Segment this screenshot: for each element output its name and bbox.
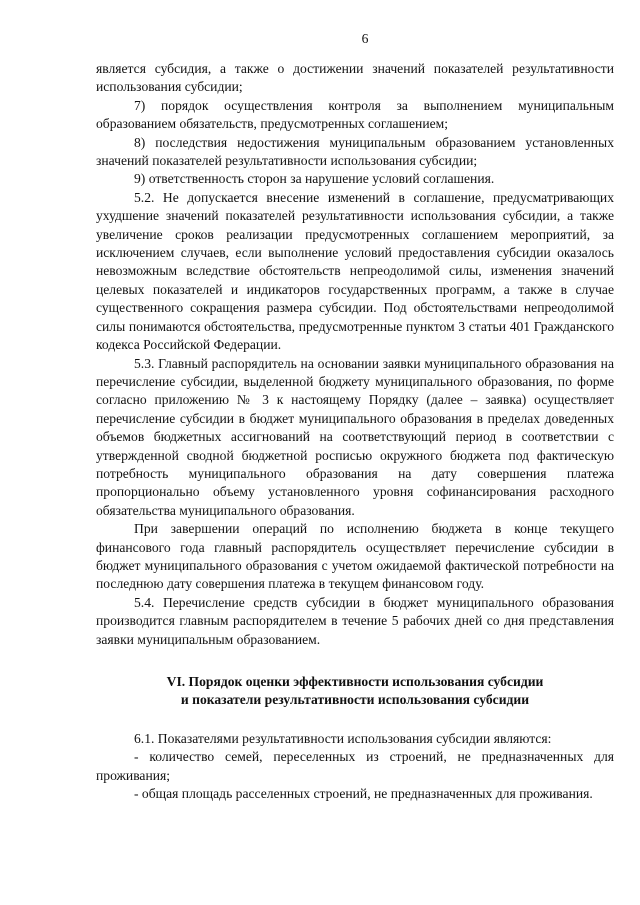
section-heading-line-2: и показатели результативности использования субсидии xyxy=(180,692,530,708)
document-page xyxy=(96,30,614,803)
paragraph-contract-result-indicators: является субсидия, а также о достижении значений показателей результативности использования субсидии; xyxy=(96,61,614,95)
list-item-total-area: - общая площадь расселенных строений, не предназначенных для проживания. xyxy=(134,786,593,802)
paragraph-5-2: 5.2. Не допускается внесение изменений в соглашение, предусматривающих ухудшение значений показателей результативности использования субсидии, а также увеличение сроков реализации предусмотренных соглашением мероприятий, за исключением случаев, если выполнение условий предоставления субсидии оказалось невозможным вследствие обстоятельств непреодолимой силы, изменения значений целевых показателей и индикаторов государственных программ, а также в случае существенного сокращения размера субсидии. Под обстоятельствами непреодолимой силы понимаются обстоятельства, предусмотренные пунктом 3 статьи 401 Гражданского кодекса Российской Федерации. xyxy=(96,189,614,353)
paragraph-item-9-responsibility: 9) ответственность сторон за нарушение условий соглашения. xyxy=(134,171,495,187)
paragraph-item-7-control: 7) порядок осуществления контроля за выполнением муниципальным образованием обязательств, предусмотренных соглашением; xyxy=(96,97,614,132)
paragraph-5-3: 5.3. Главный распорядитель на основании заявки муниципального образования на перечисление субсидии, выделенной бюджету муниципального образования, по форме согласно приложению № 3 к настоящему Порядку (далее – заявка) осуществляет перечисление субсидии в бюджет муниципального образования в пределах доведенных объемов бюджетных ассигнований на соответствующий период в соответствии с утвержденной сводной бюджетной росписью окружного бюджета под фактическую потребность муниципального образования на дату совершения платежа пропорционально объему установленного уровня софинансирования расходного обязательства муниципального образования. xyxy=(96,355,614,518)
page-number: 6 xyxy=(361,31,369,46)
list-item-families-count: - количество семей, переселенных из строений, не предназначенных для проживания; xyxy=(96,749,614,783)
paragraph-year-end-transfer: При завершении операций по исполнению бюджета в конце текущего финансового года главный распорядитель осуществляет перечисление субсидии в бюджет муниципального образования с учетом ожидаемой фактической потребности на последнюю дату совершения платежа в текущем финансовом году. xyxy=(96,521,614,592)
paragraph-6-1: 6.1. Показателями результативности использования субсидии являются: xyxy=(134,730,552,746)
paragraph-5-4: 5.4. Перечисление средств субсидии в бюджет муниципального образования производится главным распорядителем в течение 5 рабочих дней со дня представления заявки муниципальным образованием. xyxy=(96,594,614,647)
paragraph-item-8-consequences: 8) последствия недостижения муниципальным образованием установленных значений показателей результативности использования субсидии; xyxy=(96,134,614,169)
section-heading-line-1: VI. Порядок оценки эффективности использования субсидии xyxy=(166,674,544,689)
section-heading xyxy=(96,673,614,710)
